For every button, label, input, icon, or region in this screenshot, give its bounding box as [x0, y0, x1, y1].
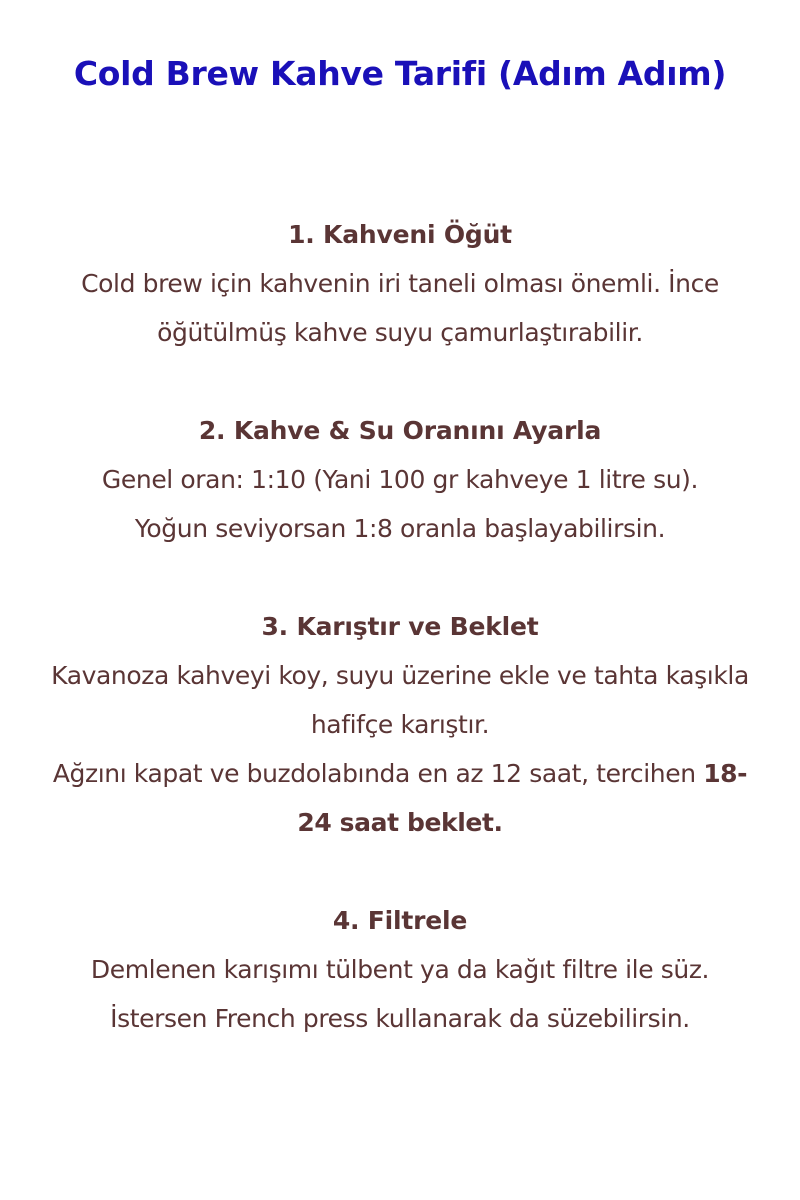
step-2	[36, 406, 764, 553]
step-text: Demlenen karışımı tülbent ya da kağıt filtre ile süz.	[90, 955, 710, 984]
step-heading: 1. Kahveni Öğüt	[288, 220, 512, 249]
step-1	[36, 210, 764, 357]
step-text: Genel oran: 1:10 (Yani 100 gr kahveye 1 litre su).	[101, 465, 699, 494]
step-text: Kavanoza kahveyi koy, suyu üzerine ekle ve tahta kaşıkla hafifçe karıştır.	[51, 661, 749, 739]
step-text-emphasis: 18-24 saat beklet.	[297, 759, 748, 837]
step-text: İstersen French press kullanarak da süzebilirsin.	[110, 1004, 690, 1033]
step-3	[36, 602, 764, 847]
recipe-steps	[36, 210, 764, 1043]
step-heading: 2. Kahve & Su Oranını Ayarla	[198, 416, 602, 445]
step-text: Cold brew için kahvenin iri taneli olması önemli. İnce öğütülmüş kahve suyu çamurlaştırabilir.	[81, 269, 719, 347]
page-title: Cold Brew Kahve Tarifi (Adım Adım)	[73, 54, 727, 93]
step-4	[36, 896, 764, 1043]
step-text: Yoğun seviyorsan 1:8 oranla başlayabilirsin.	[134, 514, 666, 543]
step-text-normal: Ağzını kapat ve buzdolabında en az 12 saat, tercihen	[52, 759, 704, 788]
step-heading: 3. Karıştır ve Beklet	[261, 612, 539, 641]
step-heading: 4. Filtrele	[332, 906, 468, 935]
step-text-mixed	[36, 749, 764, 847]
